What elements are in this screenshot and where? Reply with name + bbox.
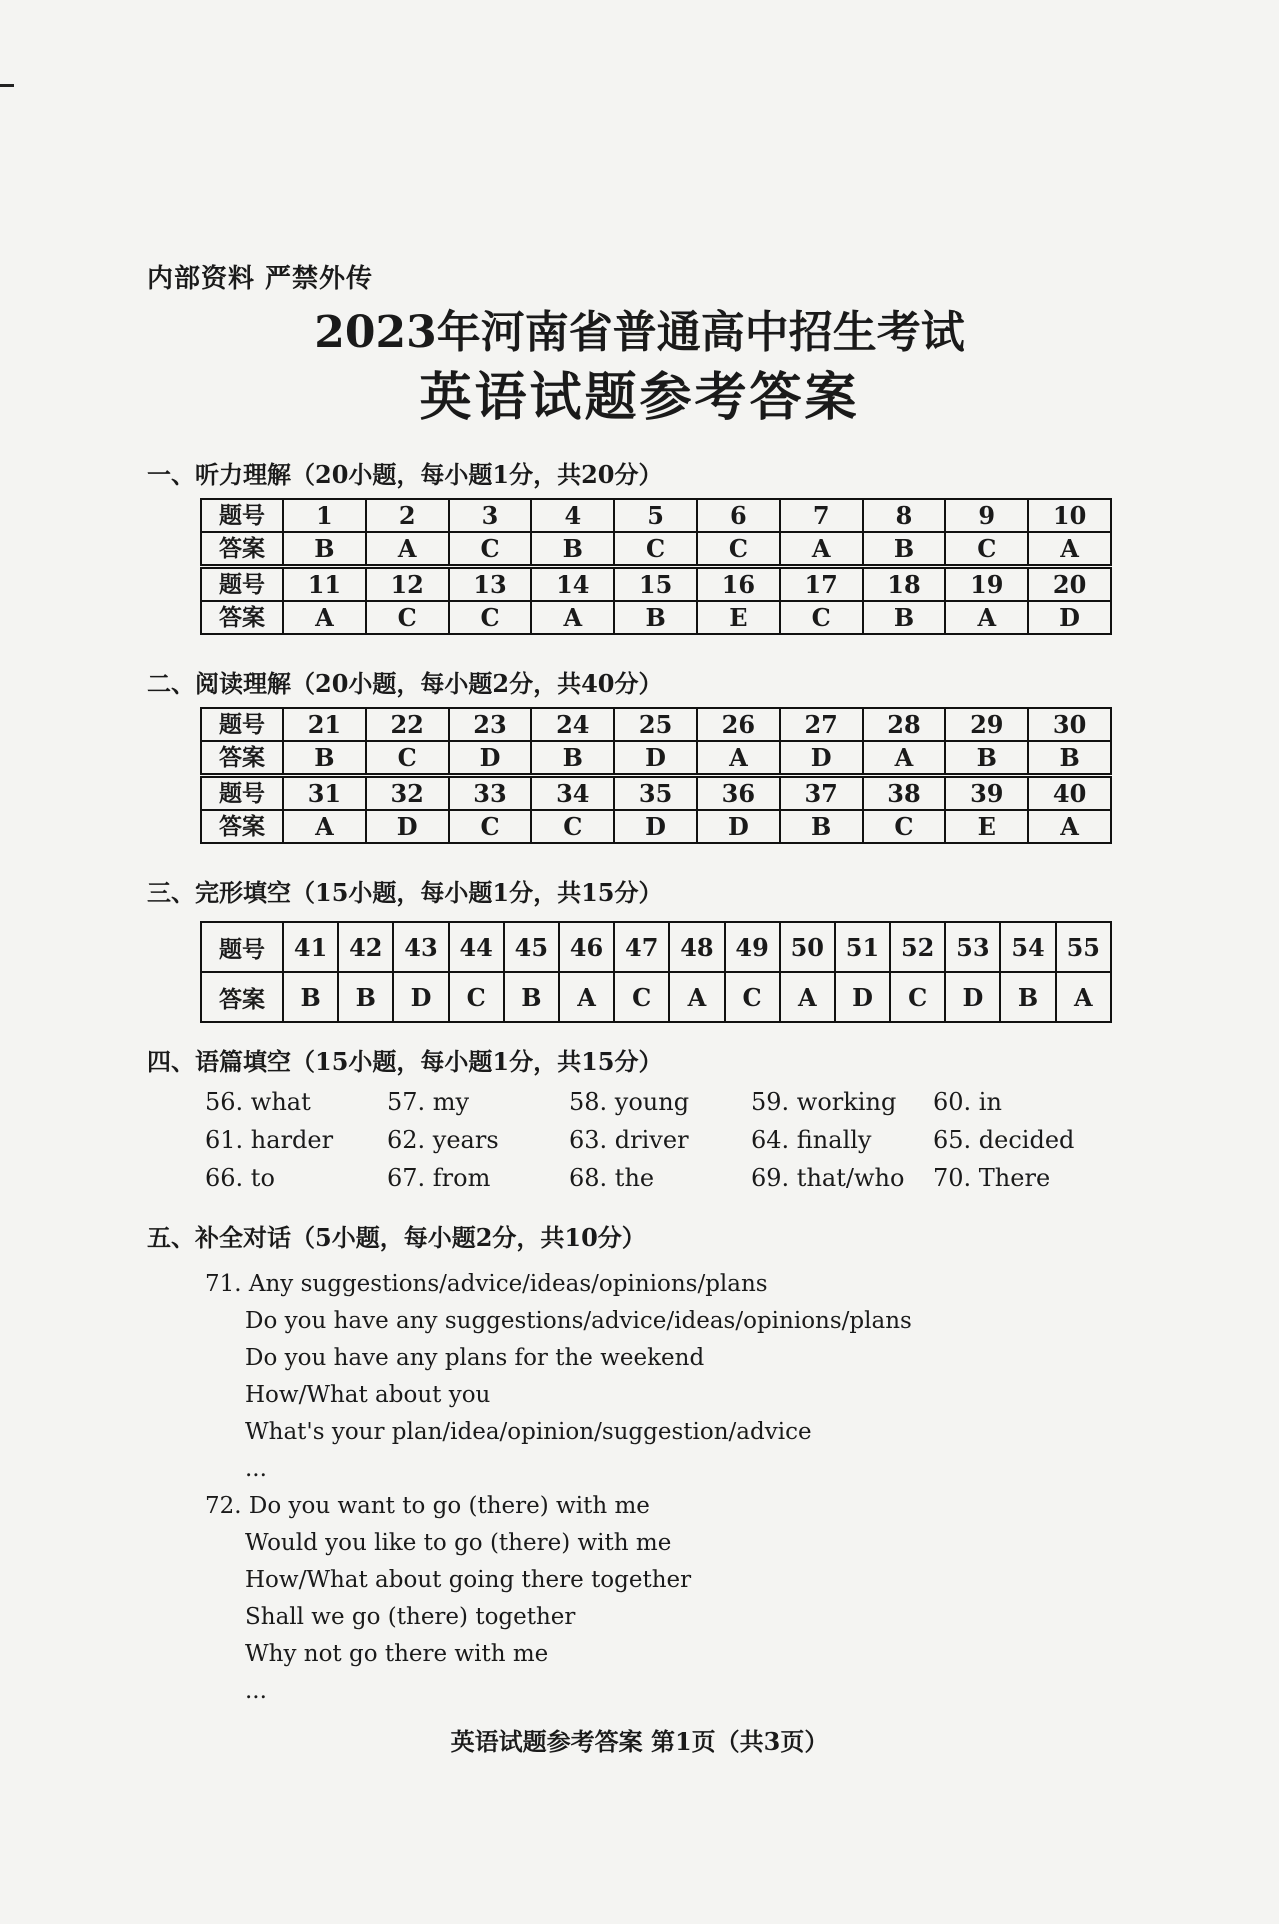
fill-answer: 66. to [205, 1164, 275, 1192]
fill-answer: 67. from [387, 1164, 491, 1192]
answer-cell: A [669, 972, 724, 1022]
fill-answer: 61. harder [205, 1126, 334, 1154]
question-number: 44 [449, 922, 504, 972]
row-label-num: 题号 [201, 922, 283, 972]
answer-cell: B [531, 741, 614, 776]
answer-cell: A [1028, 532, 1111, 567]
fill-answer: 60. in [933, 1088, 1002, 1116]
answer-cell: A [780, 972, 835, 1022]
question-number: 27 [780, 708, 863, 741]
answer-cell: A [1056, 972, 1111, 1022]
question-number: 54 [1000, 922, 1055, 972]
answer-cell: C [614, 972, 669, 1022]
answer-cell: A [531, 601, 614, 634]
answer-71-alt: How/What about you [245, 1382, 491, 1408]
answer-cell: B [338, 972, 393, 1022]
answer-71-alt: Do you have any plans for the weekend [245, 1345, 705, 1371]
row-label-num: 题号 [201, 499, 283, 532]
answer-cell: D [366, 810, 449, 843]
fill-answer: 64. finally [751, 1126, 872, 1154]
answer-cell: C [449, 532, 532, 567]
section-4-heading: 四、语篇填空（15小题，每小题1分，共15分） [147, 1047, 663, 1076]
answer-71-alt: What's your plan/idea/opinion/suggestion/advice [245, 1419, 812, 1445]
answer-cell: A [697, 741, 780, 776]
answer-cell: E [945, 810, 1028, 843]
answer-row [201, 810, 1111, 843]
question-number: 42 [338, 922, 393, 972]
fill-answer: 57. my [387, 1088, 470, 1116]
answer-cell: D [614, 741, 697, 776]
question-number-row [201, 567, 1111, 602]
answer-cell: A [283, 601, 366, 634]
answer-cell: B [945, 741, 1028, 776]
answer-cell: C [863, 810, 946, 843]
question-number: 1 [283, 499, 366, 532]
question-number: 55 [1056, 922, 1111, 972]
answer-cell: C [531, 810, 614, 843]
answer-cell: A [366, 532, 449, 567]
answer-cell: C [366, 741, 449, 776]
row-label-ans: 答案 [201, 601, 283, 634]
answer-72-alt: Would you like to go (there) with me [245, 1530, 672, 1556]
row-label-ans: 答案 [201, 741, 283, 776]
answer-cell: B [780, 810, 863, 843]
row-label-num: 题号 [201, 567, 283, 602]
answer-72-alt: Shall we go (there) together [245, 1604, 576, 1630]
answer-cell: D [393, 972, 448, 1022]
question-number-row [201, 708, 1111, 741]
answer-cell: D [614, 810, 697, 843]
question-number: 37 [780, 776, 863, 811]
answer-cell: A [559, 972, 614, 1022]
fill-answer: 69. that/who [751, 1164, 905, 1192]
fill-answer: 62. years [387, 1126, 499, 1154]
answer-cell: B [863, 532, 946, 567]
fill-answer: 70. There [933, 1164, 1051, 1192]
question-number: 8 [863, 499, 946, 532]
section-3-heading: 三、完形填空（15小题，每小题1分，共15分） [147, 878, 663, 907]
answer-cell: C [449, 601, 532, 634]
row-label-ans: 答案 [201, 532, 283, 567]
question-number: 4 [531, 499, 614, 532]
fill-answer: 58. young [569, 1088, 690, 1116]
question-number: 43 [393, 922, 448, 972]
answer-71-alt: Do you have any suggestions/advice/ideas/opinions/plans [245, 1308, 912, 1334]
question-number: 2 [366, 499, 449, 532]
answer-row [201, 741, 1111, 776]
question-number: 22 [366, 708, 449, 741]
section-1-answer-table [200, 498, 1112, 635]
answer-cell: D [835, 972, 890, 1022]
question-number: 11 [283, 567, 366, 602]
answer-71-main: 71. Any suggestions/advice/ideas/opinions/plans [205, 1271, 768, 1297]
section-2-answer-table [200, 707, 1112, 844]
question-number: 9 [945, 499, 1028, 532]
question-number: 53 [945, 922, 1000, 972]
question-number: 50 [780, 922, 835, 972]
page-footer: 英语试题参考答案 第1页（共3页） [450, 1727, 829, 1756]
answer-72-alt: Why not go there with me [245, 1641, 549, 1667]
question-number: 40 [1028, 776, 1111, 811]
page-edge-mark [0, 84, 14, 87]
answer-cell: B [283, 972, 338, 1022]
question-number: 25 [614, 708, 697, 741]
answer-cell: C [366, 601, 449, 634]
question-number: 17 [780, 567, 863, 602]
answer-cell: A [283, 810, 366, 843]
answer-cell: D [780, 741, 863, 776]
answer-cell: C [449, 810, 532, 843]
question-number: 48 [669, 922, 724, 972]
answer-71-block [205, 1266, 912, 1488]
question-number-row [201, 499, 1111, 532]
answer-cell: A [945, 601, 1028, 634]
question-number: 38 [863, 776, 946, 811]
question-number: 52 [890, 922, 945, 972]
answer-72-alt: ... [245, 1678, 267, 1704]
question-number: 26 [697, 708, 780, 741]
fill-answer: 65. decided [933, 1126, 1075, 1154]
doc-subtitle: 英语试题参考答案 [419, 367, 860, 428]
answer-cell: D [449, 741, 532, 776]
answer-cell: B [614, 601, 697, 634]
question-number: 10 [1028, 499, 1111, 532]
row-label-ans: 答案 [201, 810, 283, 843]
question-number: 6 [697, 499, 780, 532]
question-number: 13 [449, 567, 532, 602]
answer-cell: B [283, 741, 366, 776]
question-number: 15 [614, 567, 697, 602]
question-number: 34 [531, 776, 614, 811]
question-number: 39 [945, 776, 1028, 811]
answer-cell: B [1000, 972, 1055, 1022]
question-number: 30 [1028, 708, 1111, 741]
answer-row [201, 601, 1111, 634]
question-number-row [201, 922, 1111, 972]
answer-cell: B [504, 972, 559, 1022]
section-3-answer-table [200, 921, 1112, 1023]
question-number: 16 [697, 567, 780, 602]
answer-cell: D [945, 972, 1000, 1022]
answer-row [201, 532, 1111, 567]
question-number: 12 [366, 567, 449, 602]
answer-cell: B [1028, 741, 1111, 776]
answer-72-main: 72. Do you want to go (there) with me [205, 1493, 650, 1519]
question-number: 14 [531, 567, 614, 602]
answer-cell: B [863, 601, 946, 634]
question-number: 18 [863, 567, 946, 602]
question-number: 3 [449, 499, 532, 532]
confidential-note: 内部资料 严禁外传 [147, 264, 374, 294]
fill-answer: 56. what [205, 1088, 311, 1116]
question-number: 5 [614, 499, 697, 532]
question-number: 33 [449, 776, 532, 811]
question-number: 45 [504, 922, 559, 972]
question-number: 29 [945, 708, 1028, 741]
answer-cell: E [697, 601, 780, 634]
question-number: 7 [780, 499, 863, 532]
answer-72-block [205, 1488, 691, 1710]
answer-cell: A [1028, 810, 1111, 843]
answer-cell: C [945, 532, 1028, 567]
question-number: 19 [945, 567, 1028, 602]
answer-72-alt: How/What about going there together [245, 1567, 692, 1593]
question-number: 23 [449, 708, 532, 741]
question-number: 49 [725, 922, 780, 972]
question-number: 24 [531, 708, 614, 741]
exam-title: 2023年河南省普通高中招生考试 [314, 307, 965, 358]
answer-cell: D [697, 810, 780, 843]
row-label-num: 题号 [201, 776, 283, 811]
answer-cell: A [863, 741, 946, 776]
answer-71-alt: ... [245, 1456, 267, 1482]
row-label-ans: 答案 [201, 972, 283, 1022]
answer-cell: B [283, 532, 366, 567]
answer-cell: C [890, 972, 945, 1022]
question-number: 47 [614, 922, 669, 972]
fill-answer: 68. the [569, 1164, 655, 1192]
answer-cell: C [780, 601, 863, 634]
answer-row [201, 972, 1111, 1022]
question-number: 46 [559, 922, 614, 972]
answer-cell: B [531, 532, 614, 567]
question-number: 31 [283, 776, 366, 811]
question-number: 36 [697, 776, 780, 811]
question-number: 21 [283, 708, 366, 741]
answer-cell: C [697, 532, 780, 567]
section-1-heading: 一、听力理解（20小题，每小题1分，共20分） [147, 460, 663, 489]
answer-cell: C [449, 972, 504, 1022]
answer-cell: C [614, 532, 697, 567]
section-5-heading: 五、补全对话（5小题，每小题2分，共10分） [147, 1223, 646, 1252]
question-number: 51 [835, 922, 890, 972]
question-number: 35 [614, 776, 697, 811]
answer-cell: C [725, 972, 780, 1022]
question-number: 41 [283, 922, 338, 972]
row-label-num: 题号 [201, 708, 283, 741]
fill-answer: 63. driver [569, 1126, 689, 1154]
question-number: 32 [366, 776, 449, 811]
answer-cell: D [1028, 601, 1111, 634]
answer-cell: A [780, 532, 863, 567]
fill-answer: 59. working [751, 1088, 897, 1116]
section-2-heading: 二、阅读理解（20小题，每小题2分，共40分） [147, 669, 663, 698]
question-number: 28 [863, 708, 946, 741]
question-number: 20 [1028, 567, 1111, 602]
question-number-row [201, 776, 1111, 811]
